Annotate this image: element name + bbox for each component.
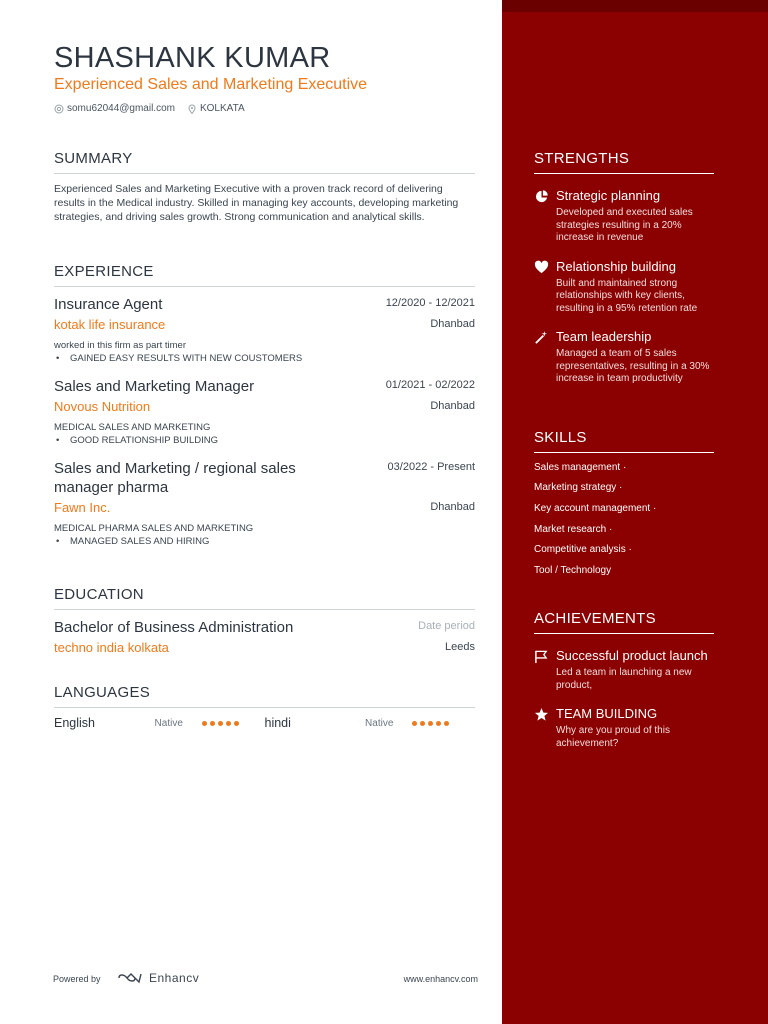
achievements-section [534, 610, 714, 750]
job-role: Sales and Marketing / regional sales manager pharma [54, 460, 296, 496]
enhancv-logo-icon [117, 972, 143, 984]
rating-dot [226, 721, 231, 726]
experience-entry [54, 459, 475, 548]
skill-item: Competitive analysis · [534, 544, 632, 556]
education-section [54, 586, 475, 655]
achievements-heading: ACHIEVEMENTS [534, 610, 714, 634]
strength-item [534, 259, 714, 316]
candidate-title: Experienced Sales and Marketing Executive [54, 76, 368, 93]
rating-dot [412, 721, 417, 726]
sidebar-top-band [502, 0, 768, 12]
job-location: Dhanbad [430, 318, 475, 330]
strength-title: Relationship building [556, 258, 676, 274]
experience-heading: EXPERIENCE [54, 263, 475, 287]
skills-heading: SKILLS [534, 429, 714, 453]
languages-section [54, 684, 475, 730]
job-bullet: • MANAGED SALES AND HIRING [54, 535, 475, 548]
experience-entry [54, 295, 475, 365]
language-level: Native [365, 717, 394, 729]
job-location: Dhanbad [430, 400, 475, 412]
rating-dot [218, 721, 223, 726]
job-company: Fawn Inc. [54, 500, 111, 515]
flag-icon [534, 649, 549, 664]
job-description: worked in this firm as part timer [54, 340, 186, 351]
strengths-heading: STRENGTHS [534, 150, 714, 174]
language-rating [202, 721, 265, 726]
achievement-description: Led a team in launching a new product, [556, 667, 692, 691]
job-dates: 01/2021 - 02/2022 [385, 379, 475, 391]
summary-heading: SUMMARY [54, 150, 475, 174]
strength-title: Strategic planning [556, 188, 661, 203]
contact-line [54, 103, 245, 114]
job-bullet: • GAINED EASY RESULTS WITH NEW COUSTOMERS [54, 352, 475, 365]
skills-section [534, 429, 714, 577]
language-name: hindi [264, 716, 291, 730]
languages-row [54, 716, 475, 730]
star-icon [534, 707, 549, 722]
language-name: English [54, 716, 95, 730]
job-company: Novous Nutrition [54, 399, 151, 414]
language-level: Native [154, 717, 183, 729]
candidate-name: SHASHANK KUMAR [54, 42, 331, 74]
brain-icon [534, 189, 549, 204]
summary-text: Experienced Sales and Marketing Executive with a proven track record of delivering results in the Medical industry. Skilled in managing key accounts, developing marketing strategies, and driving sales growth. Strong communication and analytical skills. [54, 183, 459, 223]
job-role: Insurance Agent [54, 296, 163, 313]
footer [53, 971, 478, 987]
rating-dot [428, 721, 433, 726]
skill-item: Key account management · [534, 503, 657, 515]
education-dates: Date period [418, 620, 475, 632]
skill-item: Tool / Technology [534, 565, 612, 577]
achievement-title: TEAM BUILDING [556, 706, 658, 721]
strength-item [534, 329, 714, 386]
location-pin-icon [187, 104, 197, 114]
strength-title: Team leadership [556, 329, 652, 344]
rating-dot [436, 721, 441, 726]
strength-description: Managed a team of 5 sales representatives, resulting in a 30% increase in team productivity [556, 348, 710, 384]
strength-description: Developed and executed sales strategies resulting in a 20% increase in revenue [556, 207, 693, 243]
email-text[interactable]: somu62044@gmail.com [67, 103, 175, 114]
enhancv-logo[interactable] [117, 971, 199, 985]
languages-heading: LANGUAGES [54, 684, 475, 708]
strength-description: Built and maintained strong relationships with key clients, resulting in a 95% retention rate [556, 277, 698, 314]
job-location: Dhanbad [430, 501, 475, 513]
strengths-section [534, 150, 714, 386]
rating-dot [210, 721, 215, 726]
skill-item: Sales management · [534, 461, 627, 473]
skill-item: Marketing strategy · [534, 482, 623, 494]
education-heading: EDUCATION [54, 586, 475, 610]
sidebar [502, 0, 768, 1024]
achievement-item [534, 648, 714, 692]
job-dates: 12/2020 - 12/2021 [385, 297, 475, 309]
achievement-item [534, 706, 714, 750]
degree: Bachelor of Business Administration [54, 619, 294, 636]
skill-item: Market research · [534, 523, 613, 535]
rating-dot [202, 721, 207, 726]
job-description: MEDICAL SALES AND MARKETING [54, 422, 211, 433]
heart-icon [534, 260, 549, 275]
at-icon [54, 104, 64, 114]
strength-item [534, 188, 714, 245]
job-role: Sales and Marketing Manager [54, 378, 255, 395]
rating-dot [444, 721, 449, 726]
powered-by-text: Powered by [53, 974, 101, 984]
job-bullet: • GOOD RELATIONSHIP BUILDING [54, 434, 475, 447]
magic-wand-icon [534, 330, 549, 345]
job-description: MEDICAL PHARMA SALES AND MARKETING [54, 523, 254, 534]
site-link[interactable]: www.enhancv.com [403, 974, 478, 984]
education-entry [54, 618, 475, 655]
achievement-description: Why are you proud of this achievement? [556, 725, 670, 749]
education-location: Leeds [445, 641, 475, 653]
summary-section [54, 150, 475, 224]
brand-name: Enhancv [149, 971, 200, 985]
experience-entry [54, 377, 475, 447]
rating-dot [420, 721, 425, 726]
language-rating [412, 721, 475, 726]
location-text: KOLKATA [199, 103, 245, 114]
achievement-title: Successful product launch [556, 648, 708, 663]
school: techno india kolkata [54, 640, 169, 655]
job-dates: 03/2022 - Present [387, 461, 475, 473]
rating-dot [234, 721, 239, 726]
experience-section [54, 263, 475, 548]
job-company: kotak life insurance [54, 317, 166, 332]
